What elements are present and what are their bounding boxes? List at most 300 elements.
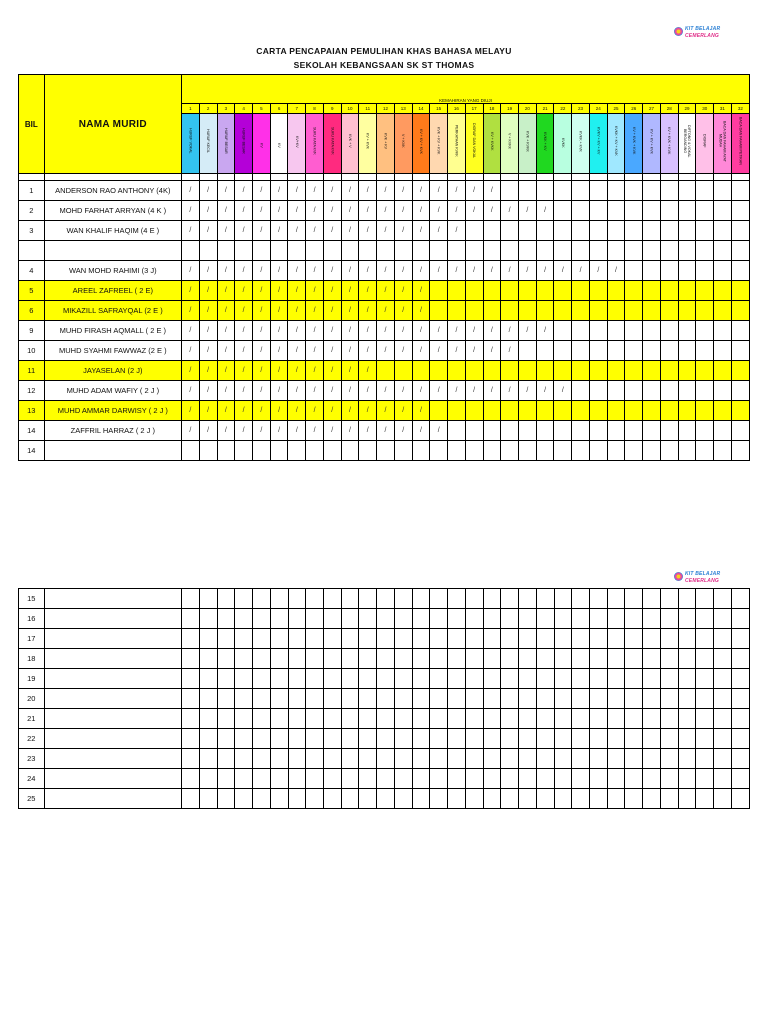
student-bil: 3 — [19, 221, 45, 241]
empty-cell — [217, 441, 235, 461]
empty-cell — [643, 261, 661, 281]
empty-cell — [465, 441, 483, 461]
empty-cell — [714, 769, 732, 789]
empty-cell — [519, 769, 537, 789]
empty-cell — [731, 281, 749, 301]
logo-text-1: KIT BELAJAR — [685, 26, 721, 32]
empty-cell — [182, 629, 200, 649]
empty-cell — [323, 241, 341, 261]
empty-cell — [607, 769, 625, 789]
empty-cell — [696, 609, 714, 629]
tick-mark: / — [501, 201, 519, 221]
empty-cell — [660, 689, 678, 709]
empty-cell — [554, 174, 572, 181]
empty-cell — [182, 174, 200, 181]
empty-cell — [199, 729, 217, 749]
student-name: JAYASELAN (2 J) — [44, 361, 181, 381]
empty-cell — [394, 729, 412, 749]
empty-cell — [199, 441, 217, 461]
empty-cell — [731, 421, 749, 441]
empty-cell — [377, 729, 395, 749]
student-row — [19, 281, 750, 301]
empty-cell — [536, 401, 554, 421]
tick-mark: / — [501, 381, 519, 401]
student-row — [19, 589, 750, 609]
empty-cell — [572, 729, 590, 749]
empty-cell — [714, 589, 732, 609]
empty-cell — [306, 241, 324, 261]
tick-mark: / — [465, 381, 483, 401]
empty-cell — [465, 749, 483, 769]
column-number: 11 — [359, 104, 377, 114]
empty-cell — [625, 301, 643, 321]
tick-mark: / — [252, 261, 270, 281]
empty-cell — [465, 174, 483, 181]
empty-cell — [288, 689, 306, 709]
tick-mark: / — [607, 261, 625, 281]
tick-mark: / — [359, 341, 377, 361]
logo-text-2: CEMERLANG — [685, 578, 720, 584]
empty-cell — [518, 401, 536, 421]
empty-cell — [217, 789, 235, 809]
empty-cell — [572, 301, 590, 321]
empty-cell — [554, 789, 572, 809]
skill-label: V + KVKK — [507, 132, 512, 150]
tick-mark: / — [217, 401, 235, 421]
empty-cell — [625, 589, 643, 609]
empty-cell — [643, 341, 661, 361]
skill-label-cell — [288, 114, 306, 174]
empty-cell — [412, 749, 430, 769]
empty-cell — [536, 649, 554, 669]
empty-cell — [430, 629, 448, 649]
empty-cell — [678, 421, 696, 441]
empty-cell — [572, 201, 590, 221]
empty-cell — [696, 441, 714, 461]
empty-cell — [448, 401, 466, 421]
empty-cell — [731, 241, 749, 261]
empty-cell — [554, 589, 572, 609]
tick-mark: / — [182, 421, 200, 441]
empty-cell — [696, 769, 714, 789]
empty-cell — [483, 629, 501, 649]
skill-label: KVK + KV — [383, 132, 388, 150]
empty-cell — [554, 281, 572, 301]
tick-mark: / — [182, 341, 200, 361]
tick-mark: / — [182, 261, 200, 281]
empty-cell — [252, 241, 270, 261]
empty-cell — [696, 729, 714, 749]
empty-cell — [270, 769, 288, 789]
empty-cell — [678, 201, 696, 221]
empty-cell — [501, 441, 519, 461]
empty-cell — [696, 709, 714, 729]
empty-cell — [554, 341, 572, 361]
empty-cell — [731, 729, 749, 749]
student-row — [19, 201, 750, 221]
empty-cell — [625, 241, 643, 261]
logo-text-2: CEMERLANG — [685, 33, 720, 39]
achievement-table-continued — [18, 588, 750, 809]
student-bil: 25 — [19, 789, 45, 809]
tick-mark: / — [394, 221, 412, 241]
empty-cell — [182, 241, 200, 261]
student-row — [19, 709, 750, 729]
tick-mark: / — [323, 381, 341, 401]
empty-cell — [536, 789, 554, 809]
tick-mark: / — [359, 401, 377, 421]
empty-cell — [359, 649, 377, 669]
empty-cell — [465, 421, 483, 441]
tick-mark: / — [323, 301, 341, 321]
empty-cell — [501, 669, 519, 689]
tick-mark: / — [394, 201, 412, 221]
skill-label-cell — [518, 114, 536, 174]
empty-cell — [394, 174, 412, 181]
empty-cell — [253, 649, 271, 669]
student-bil: 14 — [19, 441, 45, 461]
empty-cell — [660, 281, 678, 301]
student-name — [44, 609, 181, 629]
empty-cell — [660, 589, 678, 609]
empty-cell — [625, 341, 643, 361]
tick-mark: / — [235, 281, 253, 301]
empty-cell — [696, 749, 714, 769]
empty-cell — [430, 301, 448, 321]
empty-cell — [590, 789, 608, 809]
empty-cell — [483, 749, 501, 769]
empty-cell — [714, 441, 732, 461]
tick-mark: / — [394, 261, 412, 281]
tick-mark: / — [288, 181, 306, 201]
student-row — [19, 649, 750, 669]
skill-label-cell — [607, 114, 625, 174]
empty-cell — [696, 281, 714, 301]
empty-cell — [714, 709, 732, 729]
empty-cell — [554, 221, 572, 241]
tick-mark: / — [554, 381, 572, 401]
empty-cell — [607, 341, 625, 361]
empty-cell — [518, 241, 536, 261]
tick-mark: / — [394, 381, 412, 401]
empty-cell — [199, 589, 217, 609]
empty-cell — [678, 669, 696, 689]
empty-cell — [660, 401, 678, 421]
tick-mark: / — [306, 221, 324, 241]
empty-cell — [589, 441, 607, 461]
empty-cell — [589, 301, 607, 321]
student-row — [19, 221, 750, 241]
empty-cell — [625, 649, 643, 669]
tick-mark: / — [430, 181, 448, 201]
tick-mark: / — [235, 361, 253, 381]
empty-cell — [341, 241, 359, 261]
empty-cell — [643, 689, 661, 709]
empty-cell — [589, 221, 607, 241]
skill-label-cell — [430, 114, 448, 174]
tick-mark: / — [359, 221, 377, 241]
empty-cell — [643, 729, 661, 749]
empty-cell — [341, 174, 359, 181]
empty-cell — [572, 789, 590, 809]
empty-cell — [288, 609, 306, 629]
skill-label: DIFTONG & VOKAL BERGANDING — [682, 124, 691, 158]
empty-cell — [696, 649, 714, 669]
empty-cell — [678, 181, 696, 201]
empty-cell — [359, 241, 377, 261]
empty-cell — [519, 649, 537, 669]
empty-cell — [182, 709, 200, 729]
empty-cell — [518, 221, 536, 241]
tick-mark: / — [483, 261, 501, 281]
skill-label: KVKK + KV — [543, 131, 548, 151]
tick-mark: / — [412, 281, 430, 301]
tick-mark: / — [501, 341, 519, 361]
empty-cell — [572, 181, 590, 201]
empty-cell — [412, 689, 430, 709]
tick-mark: / — [483, 321, 501, 341]
tick-mark: / — [359, 181, 377, 201]
empty-cell — [235, 709, 253, 729]
empty-cell — [536, 629, 554, 649]
header-row — [19, 75, 750, 104]
empty-cell — [199, 669, 217, 689]
tick-mark: / — [288, 281, 306, 301]
skill-label: KVKK — [560, 137, 565, 148]
tick-mark: / — [341, 301, 359, 321]
empty-cell — [377, 749, 395, 769]
empty-cell — [536, 709, 554, 729]
skill-label: KV + KVK — [365, 132, 370, 150]
empty-cell — [625, 609, 643, 629]
tick-mark: / — [235, 201, 253, 221]
empty-cell — [341, 669, 359, 689]
empty-cell — [359, 441, 377, 461]
empty-cell — [270, 441, 288, 461]
tick-mark: / — [377, 321, 395, 341]
empty-cell — [217, 649, 235, 669]
empty-cell — [643, 629, 661, 649]
empty-cell — [660, 341, 678, 361]
empty-cell — [643, 441, 661, 461]
empty-cell — [589, 201, 607, 221]
student-bil: 15 — [19, 589, 45, 609]
empty-cell — [678, 609, 696, 629]
empty-cell — [678, 709, 696, 729]
tick-mark: / — [377, 401, 395, 421]
empty-cell — [572, 669, 590, 689]
empty-cell — [554, 649, 572, 669]
empty-cell — [660, 241, 678, 261]
tick-mark: / — [323, 221, 341, 241]
empty-cell — [589, 381, 607, 401]
tick-mark: / — [377, 181, 395, 201]
column-number: 28 — [660, 104, 678, 114]
empty-cell — [554, 609, 572, 629]
empty-cell — [572, 281, 590, 301]
empty-cell — [253, 609, 271, 629]
empty-cell — [288, 709, 306, 729]
tick-mark: / — [448, 201, 466, 221]
empty-cell — [731, 589, 749, 609]
student-bil: 13 — [19, 401, 45, 421]
empty-cell — [323, 729, 341, 749]
tick-mark: / — [217, 221, 235, 241]
empty-cell — [714, 669, 732, 689]
empty-cell — [696, 381, 714, 401]
tick-mark: / — [270, 421, 288, 441]
empty-cell — [554, 749, 572, 769]
empty-cell — [199, 649, 217, 669]
empty-cell — [714, 241, 732, 261]
empty-cell — [554, 321, 572, 341]
tick-mark: / — [182, 181, 200, 201]
empty-cell — [714, 201, 732, 221]
column-number: 7 — [288, 104, 306, 114]
student-row — [19, 261, 750, 281]
empty-cell — [678, 221, 696, 241]
column-number: 25 — [607, 104, 625, 114]
student-name — [44, 589, 181, 609]
empty-cell — [518, 441, 536, 461]
empty-cell — [660, 769, 678, 789]
empty-cell — [359, 669, 377, 689]
empty-cell — [430, 669, 448, 689]
skill-label: HURUF BESAR — [241, 128, 246, 154]
skill-label-cell — [359, 114, 377, 174]
empty-cell — [731, 769, 749, 789]
empty-cell — [323, 669, 341, 689]
skill-label: KVKV + KV + KV — [596, 127, 601, 155]
empty-cell — [235, 789, 253, 809]
empty-cell — [643, 361, 661, 381]
empty-cell — [536, 281, 554, 301]
empty-cell — [252, 441, 270, 461]
empty-cell — [288, 174, 306, 181]
tick-mark: / — [270, 281, 288, 301]
empty-cell — [660, 441, 678, 461]
tick-mark: / — [252, 221, 270, 241]
tick-mark: / — [270, 401, 288, 421]
empty-cell — [448, 241, 466, 261]
empty-cell — [678, 281, 696, 301]
empty-cell — [607, 381, 625, 401]
empty-cell — [572, 441, 590, 461]
empty-cell — [341, 749, 359, 769]
student-bil: 16 — [19, 609, 45, 629]
tick-mark: / — [377, 341, 395, 361]
empty-cell — [412, 729, 430, 749]
empty-cell — [536, 174, 554, 181]
empty-cell — [253, 589, 271, 609]
empty-cell — [430, 281, 448, 301]
empty-cell — [607, 669, 625, 689]
tick-mark: / — [377, 421, 395, 441]
tick-mark: / — [430, 201, 448, 221]
column-number: 15 — [430, 104, 448, 114]
tick-mark: / — [306, 261, 324, 281]
flower-icon — [674, 572, 683, 581]
empty-cell — [394, 649, 412, 669]
empty-cell — [643, 301, 661, 321]
tick-mark: / — [430, 341, 448, 361]
empty-cell — [377, 629, 395, 649]
empty-cell — [572, 609, 590, 629]
tick-mark: / — [217, 381, 235, 401]
empty-cell — [536, 729, 554, 749]
tick-mark: / — [323, 421, 341, 441]
empty-cell — [448, 174, 466, 181]
empty-cell — [607, 589, 625, 609]
empty-cell — [678, 589, 696, 609]
empty-cell — [253, 689, 271, 709]
nama-murid-header: NAMA MURID — [44, 75, 181, 174]
empty-cell — [625, 181, 643, 201]
student-bil: 19 — [19, 669, 45, 689]
tick-mark: / — [182, 281, 200, 301]
empty-cell — [182, 609, 200, 629]
tick-mark: / — [341, 361, 359, 381]
tick-mark: / — [412, 421, 430, 441]
tick-mark: / — [377, 301, 395, 321]
tick-mark: / — [377, 261, 395, 281]
tick-mark: / — [465, 261, 483, 281]
tick-mark: / — [270, 321, 288, 341]
empty-cell — [696, 689, 714, 709]
empty-cell — [696, 181, 714, 201]
tick-mark: / — [270, 341, 288, 361]
empty-cell — [377, 589, 395, 609]
empty-cell — [448, 709, 466, 729]
student-name — [44, 729, 181, 749]
tick-mark: / — [199, 321, 217, 341]
empty-cell — [288, 769, 306, 789]
empty-cell — [696, 241, 714, 261]
empty-cell — [590, 629, 608, 649]
student-name — [44, 749, 181, 769]
empty-cell — [306, 441, 324, 461]
logo-text-1: KIT BELAJAR — [685, 571, 721, 577]
empty-cell — [714, 174, 732, 181]
tick-mark: / — [359, 261, 377, 281]
tick-mark: / — [199, 221, 217, 241]
empty-cell — [465, 301, 483, 321]
tick-mark: / — [323, 261, 341, 281]
skill-label: BACA DAN FAHAM PETIKAN — [738, 117, 743, 165]
empty-cell — [643, 789, 661, 809]
empty-cell — [448, 281, 466, 301]
empty-cell — [518, 341, 536, 361]
empty-cell — [270, 174, 288, 181]
empty-cell — [590, 689, 608, 709]
tick-mark: / — [323, 181, 341, 201]
tick-mark: / — [341, 381, 359, 401]
empty-cell — [501, 221, 519, 241]
tick-mark: / — [430, 221, 448, 241]
empty-cell — [430, 241, 448, 261]
skill-label-cell — [696, 114, 714, 174]
tick-mark: / — [501, 321, 519, 341]
empty-cell — [572, 174, 590, 181]
empty-cell — [590, 769, 608, 789]
empty-cell — [607, 729, 625, 749]
empty-cell — [394, 609, 412, 629]
empty-cell — [465, 629, 483, 649]
empty-cell — [270, 749, 288, 769]
empty-cell — [483, 709, 501, 729]
empty-cell — [572, 241, 590, 261]
tick-mark: / — [430, 421, 448, 441]
